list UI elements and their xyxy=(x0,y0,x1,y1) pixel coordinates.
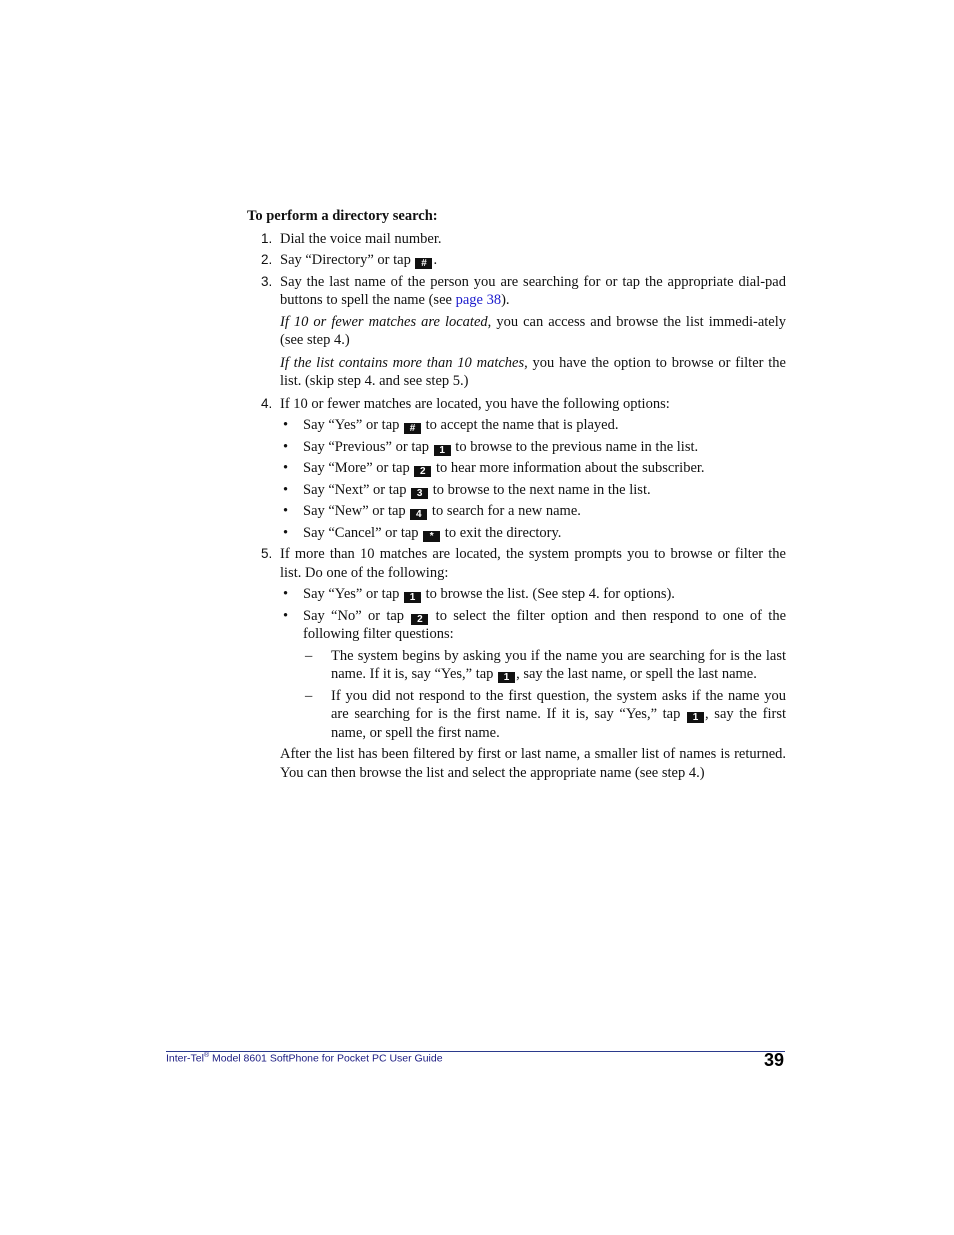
bullet-icon: • xyxy=(283,586,289,602)
step-1 xyxy=(247,230,786,249)
registered-mark: ® xyxy=(203,1052,210,1059)
footer-brand: Inter-Tel xyxy=(166,1052,204,1065)
option-text-end: to select the filter option and then respond to one of the following filter questions: xyxy=(303,607,787,642)
step-number: 5. xyxy=(261,546,273,561)
option-yes-browse xyxy=(247,585,786,604)
pound-key-icon: # xyxy=(404,423,421,434)
option-text: Say “More” or tap xyxy=(303,460,410,476)
step-text: Say the last name of the person you are searching for or tap the appropriate dial-pad buttons to spell the name (see xyxy=(280,273,786,308)
option-text-end: to accept the name that is played. xyxy=(425,417,619,433)
bullet-icon: • xyxy=(283,524,289,541)
key-1-icon: 1 xyxy=(434,445,451,456)
option-text-end: to exit the directory. xyxy=(444,524,562,541)
bullet-icon: • xyxy=(283,503,289,519)
option-text: Say “Yes” or tap xyxy=(303,586,400,602)
bullet-icon: • xyxy=(283,417,289,433)
bullet-icon: • xyxy=(283,481,289,498)
step-4 xyxy=(247,395,786,414)
option-text: Say “Next” or tap xyxy=(303,481,407,498)
step-text-end: . xyxy=(433,252,438,268)
key-1-icon: 1 xyxy=(404,592,421,603)
option-text-end: to browse to the next name in the list. xyxy=(432,481,651,498)
option-text: Say “No” or tap xyxy=(303,607,405,624)
step-text: If 10 or fewer matches are located, you have the following options: xyxy=(280,395,670,412)
step-2 xyxy=(247,251,786,270)
option-text: Say “Cancel” or tap xyxy=(303,524,419,541)
step-3 xyxy=(247,273,786,310)
option-text-end: to browse the list. (See step 4. for options). xyxy=(425,586,675,602)
bullet-icon: • xyxy=(283,438,289,455)
option-next xyxy=(247,481,786,500)
step-5 xyxy=(247,545,786,582)
option-text-end: to browse to the previous name in the list. xyxy=(455,438,699,455)
step-text-end: ). xyxy=(501,292,510,308)
dash-icon: – xyxy=(305,647,313,664)
document-body xyxy=(247,207,786,786)
dash-icon: – xyxy=(305,687,313,704)
filter-text: The system begins by asking you if the name you are searching for is the last name. If it is, say “Yes,” tap xyxy=(331,647,786,682)
step-text: If more than 10 matches are located, the system prompts you to browse or filter the list. Do one of the following: xyxy=(280,546,786,581)
page-number: 39 xyxy=(763,1050,784,1070)
note-text: , you have the option to browse or filter the list. (skip step 4. and see step 5.) xyxy=(280,354,786,389)
star-key-icon: * xyxy=(423,531,440,542)
footer-guide-name: Model 8601 SoftPhone for Pocket PC User Guide xyxy=(209,1052,443,1065)
step-text: Dial the voice mail number. xyxy=(280,230,442,247)
key-1-icon: 1 xyxy=(687,712,704,723)
option-cancel xyxy=(247,524,786,543)
option-new xyxy=(247,502,786,521)
option-text: Say “Previous” or tap xyxy=(303,438,430,455)
option-yes xyxy=(247,416,786,435)
step-number: 4. xyxy=(261,395,273,411)
key-2-icon: 2 xyxy=(414,466,431,477)
page-38-link[interactable]: page 38 xyxy=(455,292,502,308)
step-number: 3. xyxy=(261,273,273,289)
step-3-note-1 xyxy=(280,313,786,350)
option-text: Say “Yes” or tap xyxy=(303,417,400,433)
option-text-end: to hear more information about the subscriber. xyxy=(435,460,705,476)
note-emphasis: If the list contains more than 10 matches xyxy=(280,354,525,371)
bullet-icon: • xyxy=(283,607,289,624)
option-previous xyxy=(247,438,786,457)
section-heading: To perform a directory search: xyxy=(247,208,438,224)
step-3-note-2 xyxy=(280,354,786,391)
key-3-icon: 3 xyxy=(411,488,428,499)
step-number: 2. xyxy=(261,252,273,267)
footer-title xyxy=(166,1052,443,1065)
option-more xyxy=(247,459,786,478)
filter-text: If you did not respond to the first question, the system asks if the name you are searching for is the first name. If it is, say “Yes,” tap xyxy=(331,687,786,722)
key-1-icon: 1 xyxy=(498,672,515,683)
key-2-icon: 2 xyxy=(411,614,428,625)
step-number: 1. xyxy=(261,230,273,246)
option-no-filter xyxy=(247,607,786,644)
key-4-icon: 4 xyxy=(410,509,427,520)
filter-text-end: , say the last name, or spell the last name. xyxy=(516,666,757,682)
filter-text-end: , say the first name, or spell the first name. xyxy=(331,706,787,741)
after-filter-note: After the list has been filtered by first or last name, a smaller list of names is returned. You can then browse the list and select the appropriate name (see step 4.) xyxy=(280,746,786,781)
pound-key-icon: # xyxy=(415,258,432,269)
note-text: , you can access and browse the list immedi-ately (see step 4.) xyxy=(280,313,787,348)
note-emphasis: If 10 or fewer matches are located xyxy=(280,313,488,330)
option-text: Say “New” or tap xyxy=(303,503,406,519)
step-text: Say “Directory” or tap xyxy=(280,252,411,268)
option-text-end: to search for a new name. xyxy=(431,503,581,519)
filter-question-first-name xyxy=(247,687,786,743)
filter-question-last-name xyxy=(247,647,786,684)
bullet-icon: • xyxy=(283,460,289,476)
